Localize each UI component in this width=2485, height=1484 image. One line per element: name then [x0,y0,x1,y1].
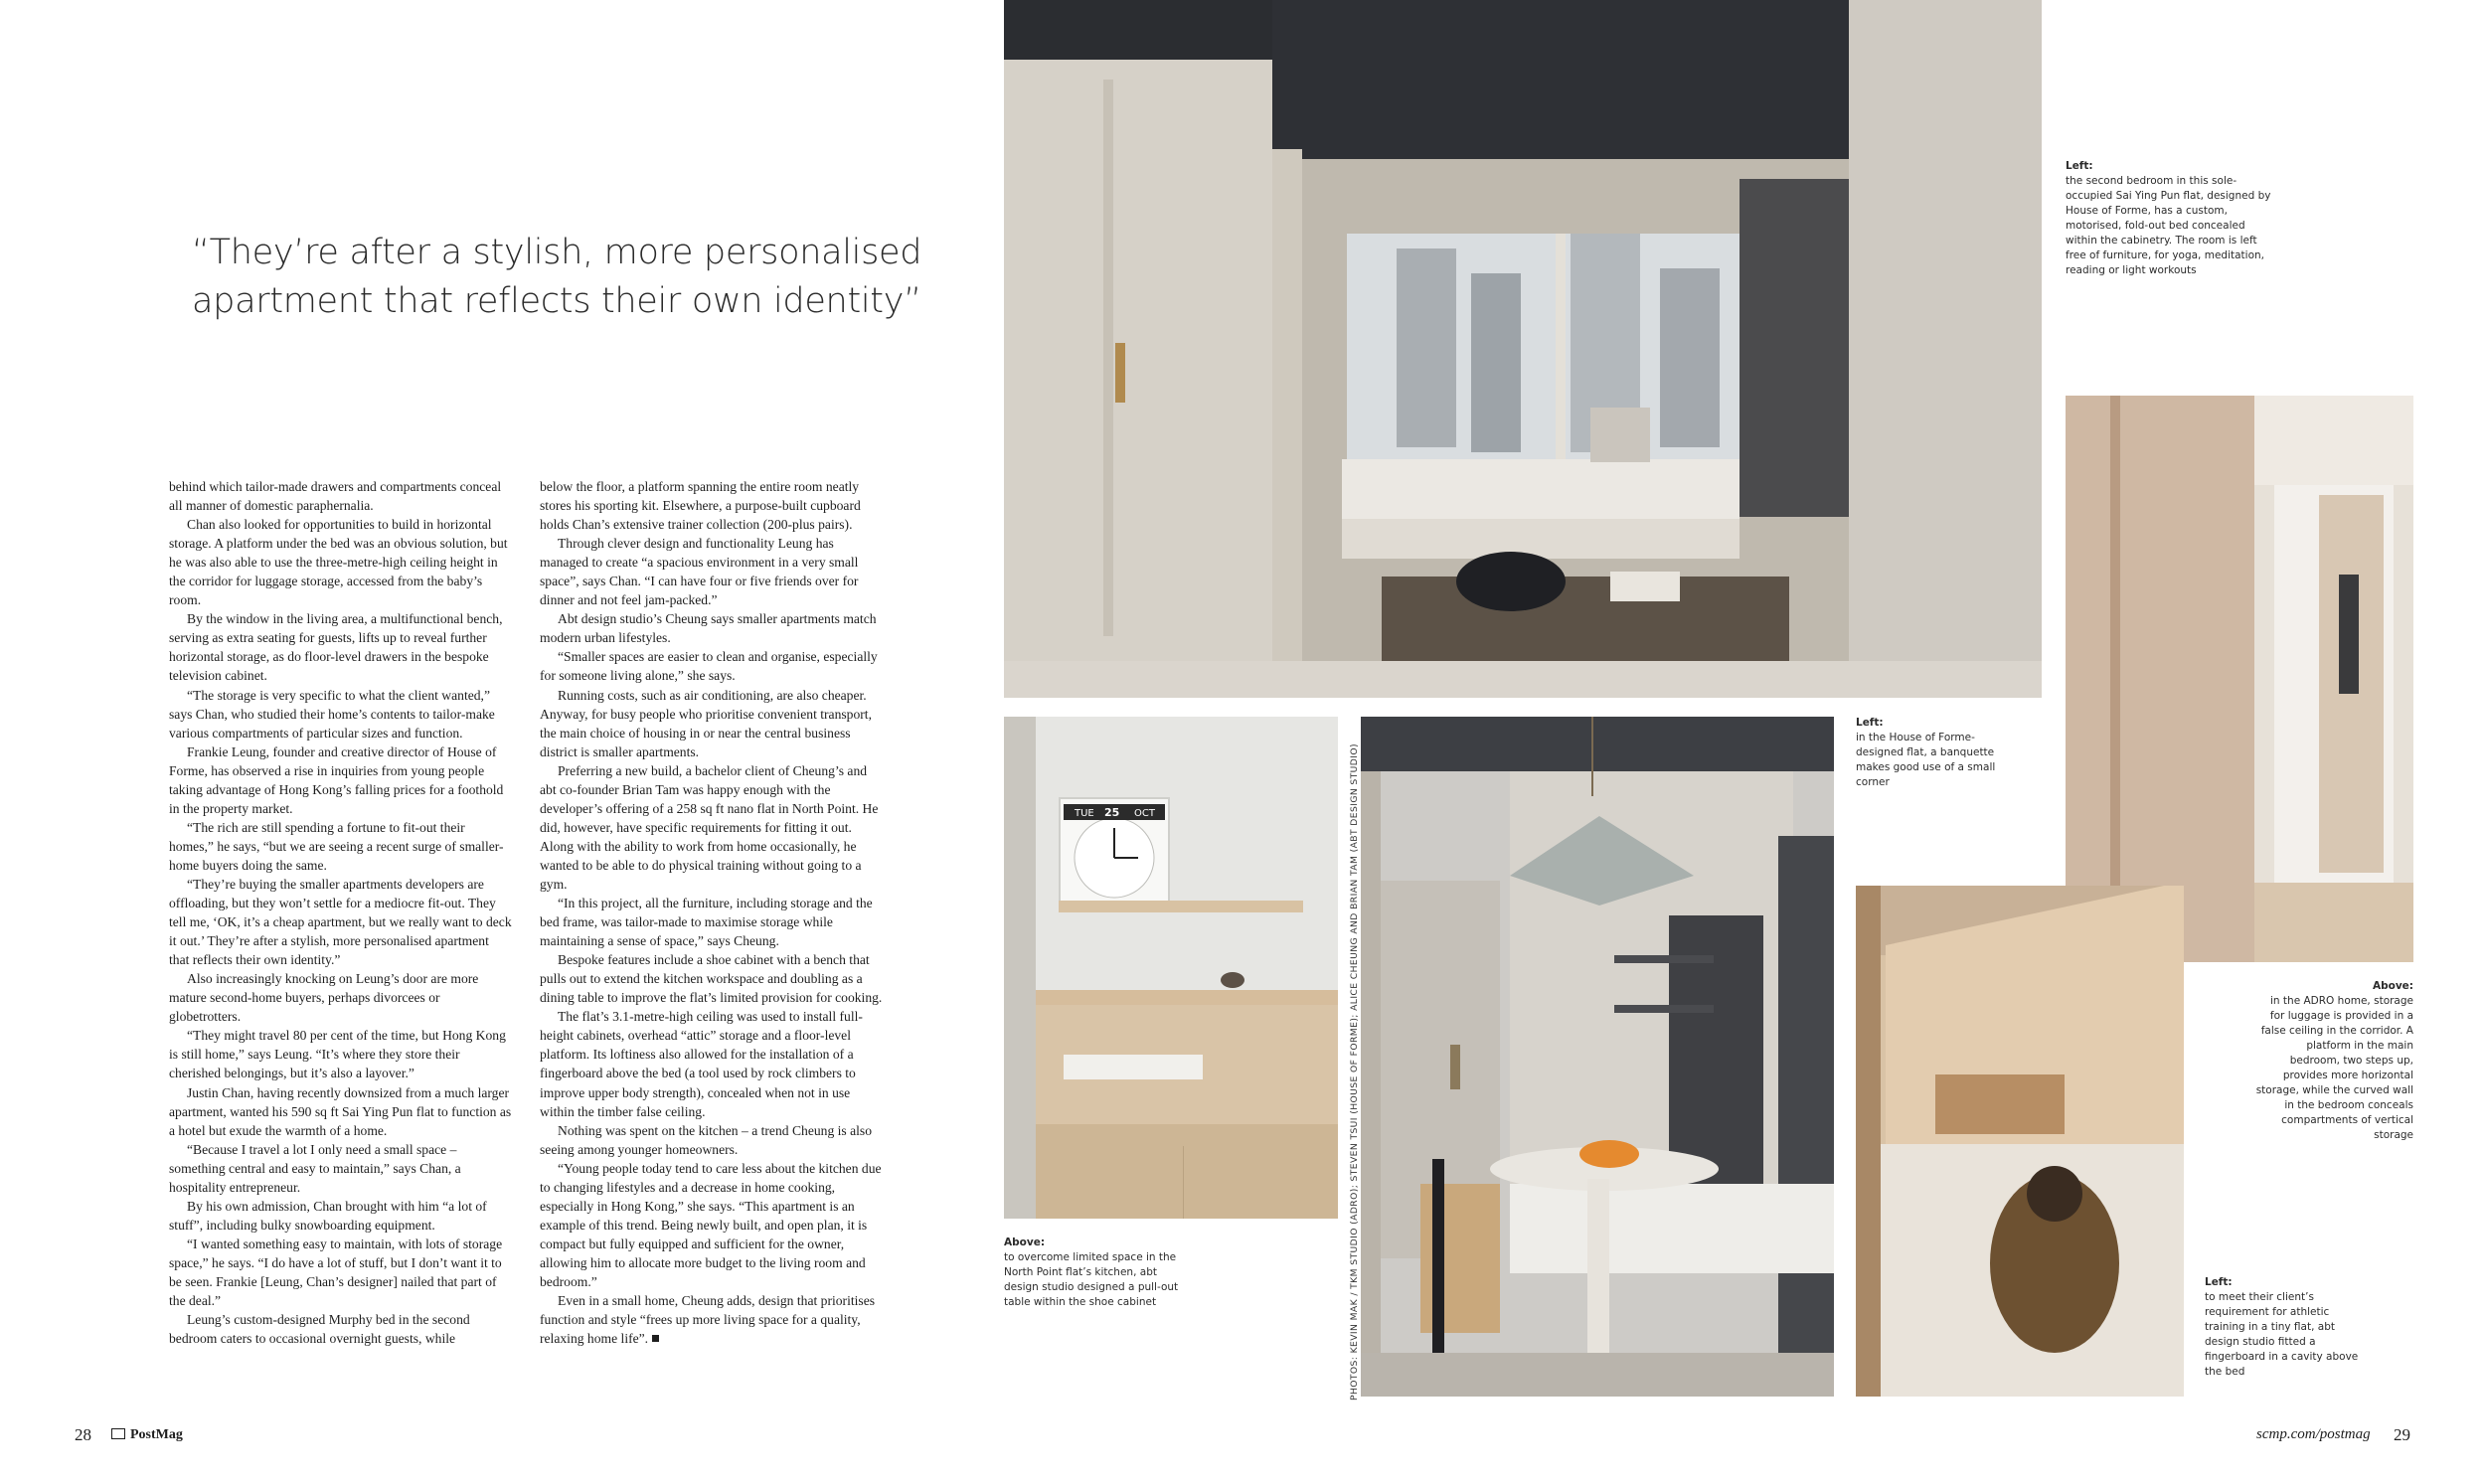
photo-fingerboard-training [1856,886,2184,1397]
caption-text: to meet their client’s requirement for athletic training in a tiny flat, abt design studio fitted a fingerboard in a cavity above the bed [2205,1291,2359,1378]
caption-text: in the House of Forme-designed flat, a banquette makes good use of a small corner [1856,732,1996,788]
body-paragraph: Abt design studio’s Cheung says smaller apartments match modern urban lifestyles. [540,611,877,646]
caption-label: Left: [2066,160,2093,172]
site-url[interactable]: scmp.com/postmag [2256,1426,2371,1442]
caption-banquette [1856,716,2015,790]
photo-banquette-corner [1361,717,1834,1397]
photo-corridor-storage [2066,396,2413,962]
caption-fingerboard [2205,1275,2369,1380]
body-paragraph: “Because I travel a lot I only need a small space – something central and easy to maintain,” says Chan, a hospitality entrepreneur. [169,1141,461,1195]
clock-day: TUE [1075,808,1094,819]
caption-kitchen [1004,1236,1193,1310]
body-paragraph: “They might travel 80 per cent of the time, but Hong Kong is still home,” says Leung. “It’s where they store their cherished belongings, but it’s also a layover.” [169,1028,506,1081]
body-paragraph: “In this project, all the furniture, including storage and the bed frame, was tailor-made to maximise storage while maintaining a sense of space,” says Cheung. [540,896,873,949]
caption-text: the second bedroom in this sole-occupied Sai Ying Pun flat, designed by House of Forme, has a custom, motorised, fold-out bed concealed within the cabinetry. The room is left free of furniture, for yoga, meditation, reading or light workouts [2066,175,2271,276]
body-paragraph: Also increasingly knocking on Leung’s door are more mature second-home buyers, perhaps divorcees or globetrotters. [169,971,479,1025]
end-mark-icon [652,1335,659,1342]
body-paragraph: below the floor, a platform spanning the entire room neatly stores his sporting kit. Elsewhere, a purpose-built cupboard holds Chan’s extensive trainer collection (200-plus pairs). [540,479,861,533]
body-paragraph: “The storage is very specific to what the client wanted,” says Chan, who studied their home’s contents to tailor-make various compartments of particular sizes and function. [169,687,495,741]
body-paragraph: Preferring a new build, a bachelor client of Cheung’s and abt co-founder Brian Tam was happy enough with the developer’s offering of a 258 sq ft nano flat in North Point. He did, however, have specific requirements for fitting it out. Along with the ability to work from home occasionally, he wanted to be able to do physical training without going to a gym. [540,762,879,892]
body-paragraph: “They’re buying the smaller apartments developers are offloading, but they won’t settle for a mediocre fit-out. They tell me, ‘OK, it’s a cheap apartment, but we really want to deck it out.’ They’re after a stylish, more personalised apartment that reflects their own identity.” [169,876,512,968]
body-paragraph: Nothing was spent on the kitchen – a trend Cheung is also seeing among younger homeowners. [540,1122,873,1157]
body-paragraph: “I wanted something easy to maintain, with lots of storage space,” he says. “I do have a lot of stuff, but I don’t want it to be seen. Frankie [Leung, Chan’s designer] nailed that part of the deal.” [169,1236,503,1309]
pull-quote: “They’re after a stylish, more personalised apartment that reflects their own identity” [191,233,922,321]
body-paragraph: behind which tailor-made drawers and compartments conceal all manner of domestic paraphernalia. [169,479,502,514]
body-paragraph: “Young people today tend to care less about the kitchen due to changing lifestyles and a decrease in home cooking, especially in Hong Kong,” she says. “This apartment is an example of this trend. Being newly built, and open plan, it is compact but fully equipped and sufficient for the owner, allowing him to allocate more budget to the living room and bedroom.” [540,1160,882,1289]
body-paragraph: By his own admission, Chan brought with him “a lot of stuff”, including bulky snowboarding equipment. [169,1198,487,1233]
caption-text: in the ADRO home, storage for luggage is provided in a false ceiling in the corridor. A platform in the main bedroom, two steps up, provides more horizontal storage, while the curved wall in the bedroom conceals compartments of vertical storage [2255,995,2413,1141]
body-column-2 [540,477,883,1348]
photo-credit: PHOTOS: KEVIN MAK / TKM STUDIO (ADRO); STEVEN TSUI (HOUSE OF FORME); ALICE CHEUNG AND BRIAN TAM (ABT DESIGN STUDIO) [1349,742,1360,1401]
caption-label: Above: [1004,1237,1046,1248]
caption-label: Above: [2372,980,2413,992]
body-column-1 [169,477,512,1348]
body-paragraph: Frankie Leung, founder and creative director of House of Forme, has observed a rise in inquiries from young people taking advantage of Hong Kong’s falling prices for a foothold in the property market. [169,743,504,816]
caption-label: Left: [1856,717,1884,729]
brand-name: PostMag [130,1427,183,1442]
photo-bedroom-window-seat [1004,0,2042,698]
brand-logo [111,1427,183,1443]
body-paragraph: “Smaller spaces are easier to clean and organise, especially for someone living alone,” she says. [540,649,878,684]
body-paragraph: By the window in the living area, a multifunctional bench, serving as extra seating for guests, lifts up to reveal further horizontal storage, as do floor-level drawers in the bespoke television cabinet. [169,611,503,684]
caption-corridor [2254,979,2413,1143]
body-paragraph: Bespoke features include a shoe cabinet with a bench that pulls out to extend the kitchen workspace and doubling as a dining table to improve the flat’s limited provision for cooking. [540,952,883,1006]
body-paragraph: Running costs, such as air conditioning, are also cheaper. Anyway, for busy people who prioritise convenient transport, the main choice of housing in or near the central business district is smaller apartments. [540,687,872,759]
body-paragraph: Leung’s custom-designed Murphy bed in the second bedroom caters to occasional overnight guests, while [169,1312,470,1347]
caption-label: Left: [2205,1276,2233,1288]
clock-month: OCT [1134,808,1155,819]
photo-kitchen-pullout-table [1004,717,1338,1219]
body-paragraph: Justin Chan, having recently downsized from a much larger apartment, wanted his 590 sq ft Sai Ying Pun flat to function as a hotel but exude the warmth of a home. [169,1084,512,1138]
right-page-number: 29 [2394,1425,2410,1444]
body-paragraph: Chan also looked for opportunities to build in horizontal storage. A platform under the bed was an obvious solution, but he was also able to use the three-metre-high ceiling height in the corridor for luggage storage, accessed from the baby’s room. [169,517,508,608]
left-page-number: 28 [75,1425,91,1444]
body-paragraph: “The rich are still spending a fortune to fit-out their homes,” he says, “but we are seeing a recent surge of smaller-home buyers doing the same. [169,819,504,873]
body-paragraph: Through clever design and functionality Leung has managed to create “a spacious environment in a very small space”, says Chan. “I can have four or five friends over for dinner and not feel jam-packed.” [540,536,859,608]
clock-date: 25 [1104,806,1120,819]
caption-text: to overcome limited space in the North Point flat’s kitchen, abt design studio designed a pull-out table within the shoe cabinet [1004,1251,1179,1308]
body-paragraph: The flat’s 3.1-metre-high ceiling was used to install full-height cabinets, overhead “attic” storage and a floor-level platform. Its loftiness also allowed for the installation of a fingerboard above the bed (a tool used by rock climbers to improve upper body strength), concealed when not in use within the timber false ceiling. [540,1009,863,1119]
body-paragraph: Even in a small home, Cheung adds, design that prioritises function and style “frees up more living space for a quality, relaxing home life”. [540,1293,876,1347]
caption-bedroom [2066,159,2274,278]
brand-box-icon [111,1428,125,1439]
